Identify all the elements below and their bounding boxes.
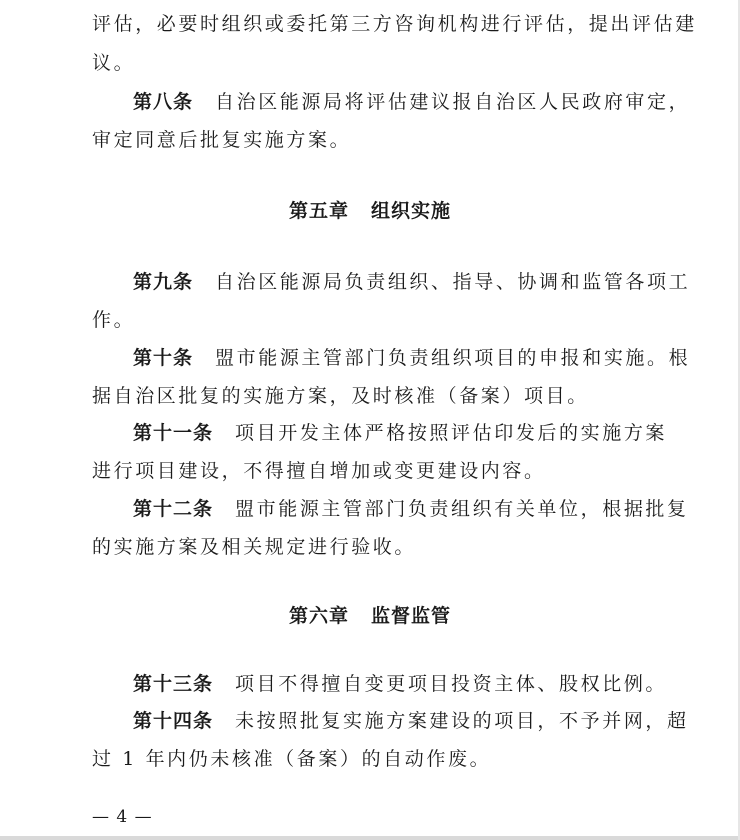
text-line: 评估，必要时组织或委托第三方咨询机构进行评估，提出评估建 [92, 13, 697, 35]
chapter-number: 第五章 [288, 200, 349, 222]
text-line: 的实施方案及相关规定进行验收。 [92, 536, 417, 558]
article-label: 第十四条 [133, 710, 214, 732]
chapter-number: 第六章 [288, 605, 349, 627]
article-label: 第十一条 [133, 422, 214, 444]
text-line: 据自治区批复的实施方案，及时核准（备案）项目。 [92, 385, 589, 407]
article-text: 项目开发主体严格按照评估印发后的实施方案 [235, 422, 668, 444]
article-text: 盟市能源主管部门负责组织项目的申报和实施。根 [215, 347, 691, 369]
article-11 [133, 420, 667, 446]
text-line: 进行项目建设，不得擅自增加或变更建设内容。 [92, 460, 546, 482]
article-label: 第十三条 [133, 673, 214, 695]
article-label: 第九条 [133, 271, 194, 293]
text-line: 审定同意后批复实施方案。 [92, 129, 352, 151]
article-8 [133, 89, 690, 115]
article-text: 自治区能源局负责组织、指导、协调和监管各项工 [215, 271, 691, 293]
article-label: 第八条 [133, 91, 194, 113]
chapter-title: 监督监管 [371, 605, 452, 627]
article-label: 第十条 [133, 347, 194, 369]
text-line: 过 1 年内仍未核准（备案）的自动作废。 [92, 748, 492, 770]
article-9 [133, 269, 690, 295]
article-12 [133, 496, 689, 522]
article-label: 第十二条 [133, 498, 214, 520]
page-number: — 4 — [92, 807, 153, 827]
article-text: 盟市能源主管部门负责组织有关单位，根据批复 [235, 498, 689, 520]
chapter-title: 组织实施 [371, 200, 452, 222]
article-text: 自治区能源局将评估建议报自治区人民政府审定， [215, 91, 691, 113]
article-13 [133, 671, 667, 697]
article-10 [133, 345, 690, 371]
text-line: 议。 [92, 52, 136, 74]
article-text: 项目不得擅自变更项目投资主体、股权比例。 [235, 673, 668, 695]
text-line: 作。 [92, 309, 136, 331]
bottom-divider [0, 836, 740, 840]
chapter-heading [0, 198, 740, 224]
article-14 [133, 708, 689, 734]
chapter-heading [0, 603, 740, 629]
article-text: 未按照批复实施方案建设的项目，不予并网，超 [235, 710, 689, 732]
